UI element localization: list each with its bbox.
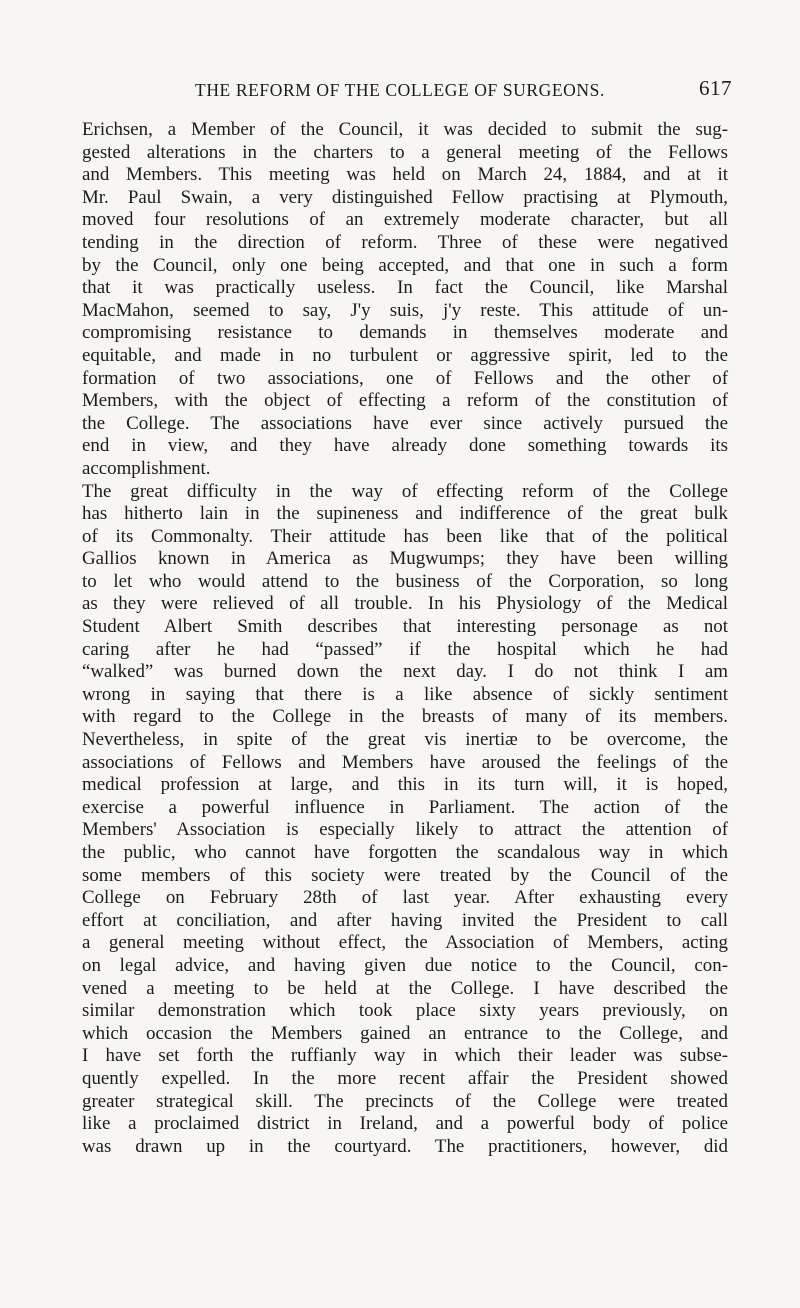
text-line: end in view, and they have already done something towards its — [82, 435, 728, 457]
text-line: Gallios known in America as Mugwumps; they have been willing — [82, 548, 728, 570]
text-line: which occasion the Members gained an entrance to the College, and — [82, 1022, 728, 1044]
text-line: College on February 28th of last year. After exhausting every — [82, 887, 728, 909]
text-line: Members, with the object of effecting a reform of the constitution of — [82, 390, 728, 412]
text-line: compromising resistance to demands in themselves moderate and — [82, 322, 728, 344]
text-line: on legal advice, and having given due notice to the Council, con- — [82, 954, 728, 976]
text-line: the College. The associations have ever since actively pursued the — [82, 412, 728, 434]
text-line: tending in the direction of reform. Three of these were negatived — [82, 231, 728, 253]
text-line: Erichsen, a Member of the Council, it was decided to submit the sug- — [82, 119, 728, 140]
text-line: the public, who cannot have forgotten the scandalous way in which — [82, 842, 728, 863]
text-line: that it was practically useless. In fact the Council, like Marshal — [82, 277, 728, 299]
text-line: The great difficulty in the way of effecting reform of the College — [82, 480, 728, 502]
text-line: exercise a powerful influence in Parliament. The action of the — [82, 796, 728, 818]
text-line: some members of this society were treated by the Council of the — [82, 864, 728, 886]
text-line: to let who would attend to the business of the Corporation, so long — [82, 570, 728, 592]
text-line: wrong in saying that there is a like absence of sickly sentiment — [82, 683, 728, 705]
text-line: gested alterations in the charters to a general meeting of the Fellows — [82, 141, 728, 163]
text-line: Mr. Paul Swain, a very distinguished Fellow practising at Plymouth, — [82, 186, 728, 208]
text-line: MacMahon, seemed to say, J'y suis, j'y reste. This attitude of un- — [82, 299, 728, 321]
text-line: by the Council, only one being accepted, and that one in such a form — [82, 254, 728, 276]
text-line: was drawn up in the courtyard. The practitioners, however, did — [82, 1135, 728, 1157]
text-line: associations of Fellows and Members have aroused the feelings of the — [82, 751, 728, 773]
text-line: effort at conciliation, and after having invited the President to call — [82, 909, 728, 931]
text-line: Student Albert Smith describes that interesting personage as not — [82, 616, 728, 638]
text-line: Members' Association is especially likely to attract the attention of — [82, 819, 728, 841]
running-title: THE REFORM OF THE COLLEGE OF SURGEONS. — [195, 80, 605, 100]
text-line: with regard to the College in the breasts of many of its members. — [82, 706, 728, 728]
text-line: greater strategical skill. The precincts of the College were treated — [82, 1090, 728, 1112]
text-line: and Members. This meeting was held on March 24, 1884, and at it — [82, 164, 728, 186]
page-number: 617 — [699, 76, 732, 100]
text-line: like a proclaimed district in Ireland, and a powerful body of police — [82, 1113, 728, 1135]
text-line: caring after he had “passed” if the hospital which he had — [82, 638, 728, 660]
text-line: accomplishment. — [82, 457, 211, 479]
text-line: a general meeting without effect, the Association of Members, acting — [82, 932, 728, 954]
text-line: I have set forth the ruffianly way in which their leader was subse- — [82, 1045, 728, 1067]
text-line: “walked” was burned down the next day. I do not think I am — [82, 661, 728, 683]
text-line: as they were relieved of all trouble. In his Physiology of the Medical — [82, 593, 728, 615]
text-line: similar demonstration which took place sixty years previously, on — [82, 1000, 728, 1022]
text-line: has hitherto lain in the supineness and indifference of the great bulk — [82, 503, 728, 525]
text-line: vened a meeting to be held at the College. I have described the — [82, 977, 728, 999]
body-text — [82, 119, 728, 1158]
text-line: moved four resolutions of an extremely moderate character, but all — [82, 209, 728, 231]
text-line: formation of two associations, one of Fellows and the other of — [82, 367, 728, 389]
text-line: of its Commonalty. Their attitude has been like that of the political — [82, 525, 728, 547]
text-line: Nevertheless, in spite of the great vis inertiæ to be overcome, the — [82, 729, 728, 751]
text-line: equitable, and made in no turbulent or aggressive spirit, led to the — [82, 344, 728, 366]
page-header — [0, 76, 800, 106]
text-line: quently expelled. In the more recent affair the President showed — [82, 1067, 728, 1089]
text-line: medical profession at large, and this in its turn will, it is hoped, — [82, 774, 728, 796]
